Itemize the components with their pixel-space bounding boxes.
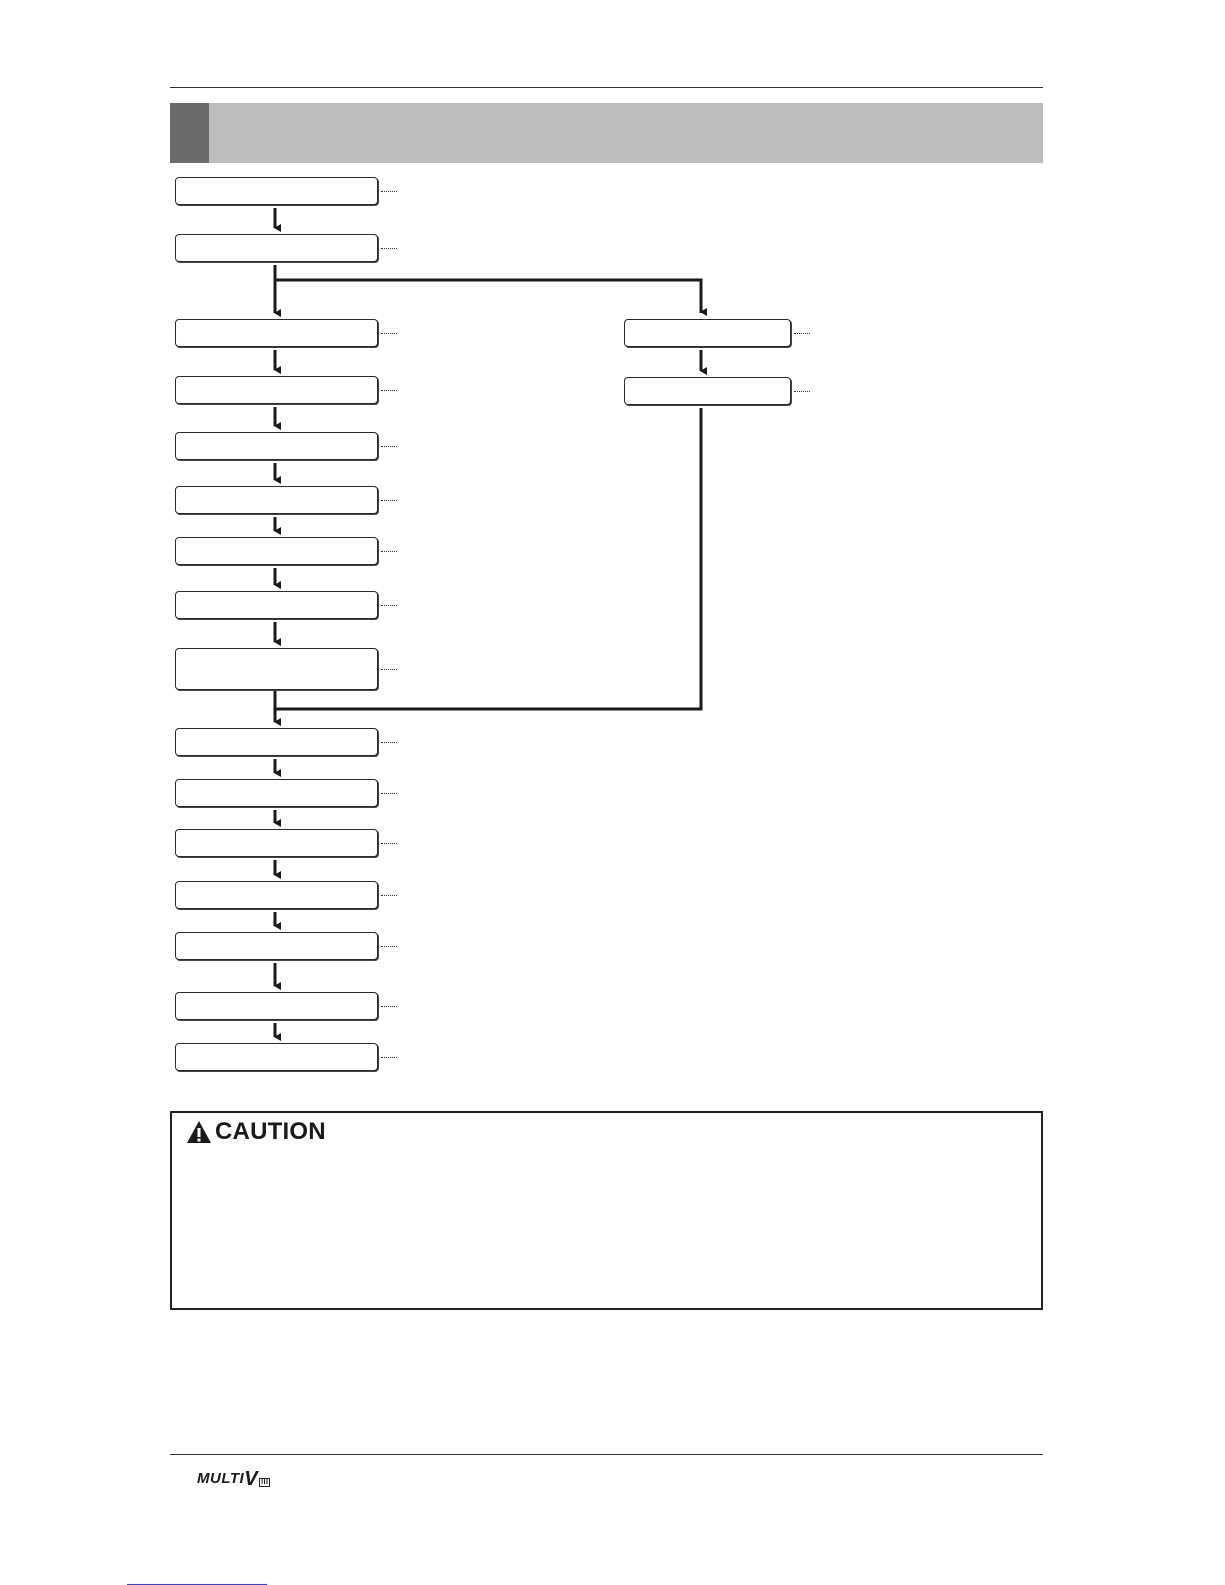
- flow-step-left: [175, 881, 378, 909]
- leader-dots: [381, 333, 397, 334]
- leader-dots: [794, 391, 810, 392]
- leader-dots: [381, 669, 397, 670]
- leader-dots: [381, 1057, 397, 1058]
- warning-triangle-icon: [186, 1120, 212, 1144]
- leader-dots: [381, 446, 397, 447]
- flow-step-left: [175, 779, 378, 807]
- flow-step-left: [175, 376, 378, 404]
- brand-v: V: [244, 1468, 259, 1490]
- leader-dots: [381, 946, 397, 947]
- flow-step-left: [175, 319, 378, 347]
- leader-dots: [381, 1006, 397, 1007]
- leader-dots: [794, 333, 810, 334]
- flow-step-left: [175, 932, 378, 960]
- flow-step-left: [175, 486, 378, 514]
- branch-connector: [275, 280, 701, 313]
- flow-step-left: [175, 591, 378, 619]
- flow-step-left: [175, 234, 378, 262]
- brand-logo: [197, 1468, 270, 1490]
- flow-step-left: [175, 432, 378, 460]
- flow-step-left: [175, 728, 378, 756]
- brand-mark: III: [261, 1479, 269, 1486]
- leader-dots: [381, 191, 397, 192]
- flow-step-left: [175, 648, 378, 690]
- leader-dots: [381, 895, 397, 896]
- leader-dots: [381, 551, 397, 552]
- flow-step-left: [175, 177, 378, 205]
- leader-dots: [381, 248, 397, 249]
- leader-dots: [381, 500, 397, 501]
- flow-step-left: [175, 537, 378, 565]
- bottom-rule: [170, 1454, 1043, 1455]
- flow-step-right: [624, 319, 791, 347]
- leader-dots: [381, 605, 397, 606]
- leader-dots: [381, 390, 397, 391]
- caution-label: CAUTION: [215, 1118, 326, 1145]
- flow-step-right: [624, 377, 791, 405]
- leader-dots: [381, 742, 397, 743]
- leader-dots: [381, 793, 397, 794]
- brand-text: MULTI: [197, 1470, 245, 1487]
- flow-step-left: [175, 829, 378, 857]
- flow-step-left: [175, 1043, 378, 1071]
- leader-dots: [381, 843, 397, 844]
- flow-step-left: [175, 992, 378, 1020]
- caution-heading: [186, 1118, 326, 1146]
